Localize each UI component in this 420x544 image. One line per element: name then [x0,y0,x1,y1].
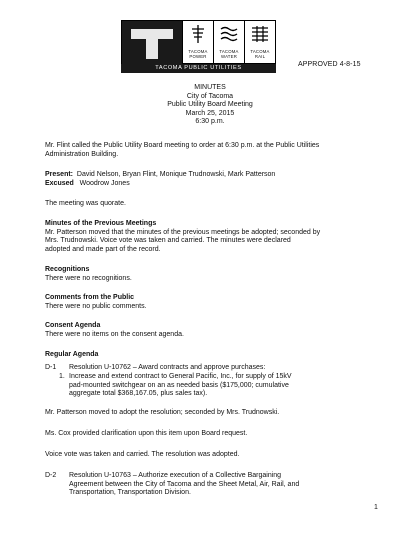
recognitions-section [45,266,385,283]
tacoma-rail-cell [244,20,276,64]
city-name: City of Tacoma [186,92,234,100]
quorum-statement: The meeting was quorate. [45,200,126,207]
minutes-title: MINUTES [194,84,226,91]
present-names: David Nelson, Bryan Flint, Monique Trudnowski, Mark Patterson [76,171,276,178]
subitem-number: 1. [59,373,65,380]
minutes-header [0,84,420,127]
rail-label-line2: RAIL [254,54,266,60]
intro-paragraph [45,142,385,159]
water-label-line2: WATER [220,54,238,60]
section-line: There were no public comments. [45,302,147,310]
regular-agenda-heading: Regular Agenda [45,351,99,358]
consent-agenda-section [45,322,385,339]
vote-statement: Voice vote was taken and carried. The resolution was adopted. [45,451,240,458]
agenda-item-number: D-2 [45,472,57,479]
excused-label: Excused [45,179,74,187]
section-line: There were no items on the consent agenda. [45,330,184,338]
excused-row [45,180,385,189]
agenda-item-line: Transportation, Transportation Division. [69,489,191,497]
water-waves-icon [220,25,238,43]
excused-names: Woodrow Jones [79,179,130,187]
logo-band-text: TACOMA PUBLIC UTILITIES [121,64,276,73]
section-line: Mr. Patterson moved that the minutes of the previous meetings be adopted; seconded by [45,228,321,236]
section-heading: Comments from the Public [45,294,135,301]
previous-minutes-section [45,220,385,254]
present-row [45,171,385,180]
rail-label-line1: TACOMA [250,49,270,55]
tacoma-t-logo-icon [121,20,183,66]
intro-line: Administration Building. [45,150,119,158]
power-label-line1: TACOMA [188,49,208,55]
section-heading: Minutes of the Previous Meetings [45,220,157,227]
meeting-time: 6:30 p.m. [195,118,225,126]
page-number: 1 [374,504,378,511]
power-lines-icon [190,25,206,43]
power-label-line2: POWER [189,54,207,60]
section-line: Mrs. Trudnowski. Voice vote was taken and carried. The minutes were declared [45,237,291,245]
subitem-line: aggregate total $368,167.05, plus sales tax). [69,390,208,398]
agenda-item-line: Resolution U-10763 – Authorize execution of a Collective Bargaining [69,472,282,479]
section-line: There were no recognitions. [45,274,132,282]
subitem-line: pad-mounted switchgear on an as needed basis ($175,000; cumulative [69,381,289,389]
section-heading: Consent Agenda [45,322,101,329]
rail-tracks-icon [251,25,269,43]
attendance [45,171,385,188]
clarification-statement: Ms. Cox provided clarification upon this item upon Board request. [45,430,248,437]
section-heading: Recognitions [45,266,90,273]
tacoma-water-cell [213,20,245,64]
tacoma-power-cell [182,20,214,64]
agenda-item-line: Agreement between the City of Tacoma and the Sheet Metal, Air, Rail, and [69,480,300,488]
agenda-item-text: Resolution U-10762 – Award contracts and approve purchases: [69,364,266,371]
tacoma-public-utilities-logo [121,20,277,73]
present-label: Present: [45,171,74,178]
agenda-item-number: D-1 [45,364,57,371]
water-label-line1: TACOMA [219,49,239,55]
public-comments-section [45,294,385,311]
meeting-name: Public Utility Board Meeting [167,101,253,109]
meeting-date: March 25, 2015 [185,109,235,117]
approved-stamp: APPROVED 4-8-15 [298,61,361,68]
intro-line: Mr. Flint called the Public Utility Board meeting to order at 6:30 p.m. at the Public Utilities [45,142,320,149]
section-line: adopted and made part of the record. [45,245,161,253]
motion-statement: Mr. Patterson moved to adopt the resolution; seconded by Mrs. Trudnowski. [45,409,280,416]
subitem-line: Increase and extend contract to General Pacific, Inc., for supply of 15kV [69,373,292,380]
